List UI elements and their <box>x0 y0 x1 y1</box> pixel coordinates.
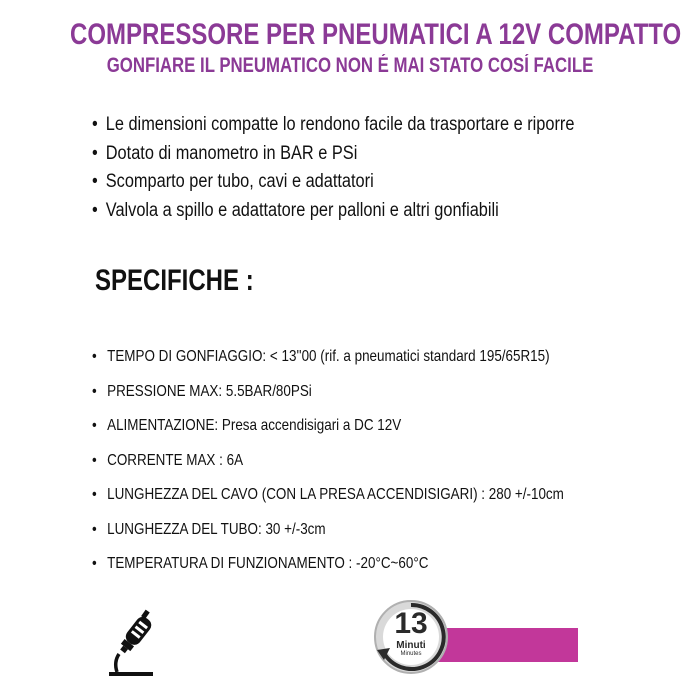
spec-list <box>92 340 672 582</box>
bullet: • <box>92 520 97 538</box>
spec-item <box>92 444 579 479</box>
bullet: • <box>92 417 97 434</box>
spec-value: 30 +/-3cm <box>265 520 326 538</box>
timer-number: 13 <box>394 607 428 640</box>
bullet: • <box>92 382 97 400</box>
bullet: • <box>92 486 97 503</box>
spec-value: -20°C~60°C <box>356 555 429 572</box>
feature-list <box>92 111 652 225</box>
spec-item <box>92 409 579 444</box>
spec-label: TEMPO DI GONFIAGGIO: <box>107 348 267 365</box>
spec-item <box>92 340 579 375</box>
feature-item <box>92 111 574 140</box>
feature-text: Scomparto per tubo, cavi e adattatori <box>105 171 374 192</box>
spec-item <box>92 547 579 582</box>
spec-value: 5.5BAR/80PSi <box>225 382 312 400</box>
spec-label: PRESSIONE MAX: <box>107 382 223 400</box>
feature-text: Valvola a spillo e adattatore per palloni e altri gonfiabili <box>105 199 499 221</box>
bullet: • <box>92 171 98 192</box>
timer-unit: Minuti <box>396 640 426 651</box>
bullet: • <box>92 142 98 164</box>
car-lighter-plug-icon <box>105 608 161 678</box>
timer-unit-sub: Minutes <box>400 651 422 657</box>
spec-value: 6A <box>226 451 244 469</box>
spec-item <box>92 513 579 548</box>
spec-value: < 13''00 (rif. a pneumatici standard 195/65R15) <box>269 348 550 365</box>
feature-item <box>92 197 574 226</box>
spec-label: LUNGHEZZA DEL TUBO: <box>107 520 262 538</box>
bullet: • <box>92 555 97 572</box>
feature-text: Le dimensioni compatte lo rendono facile da trasportare e riporre <box>105 114 575 135</box>
feature-text: Dotato di manometro in BAR e PSi <box>105 142 358 164</box>
spec-label: CORRENTE MAX : <box>107 451 223 469</box>
timer-bar <box>432 628 578 662</box>
feature-item <box>92 140 574 169</box>
specs-heading: SPECIFICHE : <box>95 264 254 297</box>
feature-item <box>92 168 574 197</box>
spec-item <box>92 375 579 410</box>
page-subtitle: GONFIARE IL PNEUMATICO NON É MAI STATO COSÍ FACILE <box>106 54 594 77</box>
spec-label: ALIMENTAZIONE: <box>107 417 219 434</box>
bullet: • <box>92 199 98 221</box>
bullet: • <box>92 348 97 365</box>
spec-label: LUNGHEZZA DEL CAVO (CON LA PRESA ACCENDISIGARI) : <box>107 486 486 503</box>
bullet: • <box>92 114 98 135</box>
timer-badge <box>372 598 582 678</box>
bullet: • <box>92 451 97 469</box>
spec-value: Presa accendisigari a DC 12V <box>221 417 402 434</box>
spec-value: 280 +/-10cm <box>488 486 564 503</box>
spec-item <box>92 478 579 513</box>
page-title: COMPRESSORE PER PNEUMATICI A 12V COMPATTO <box>70 18 682 51</box>
spec-label: TEMPERATURA DI FUNZIONAMENTO : <box>107 555 353 572</box>
